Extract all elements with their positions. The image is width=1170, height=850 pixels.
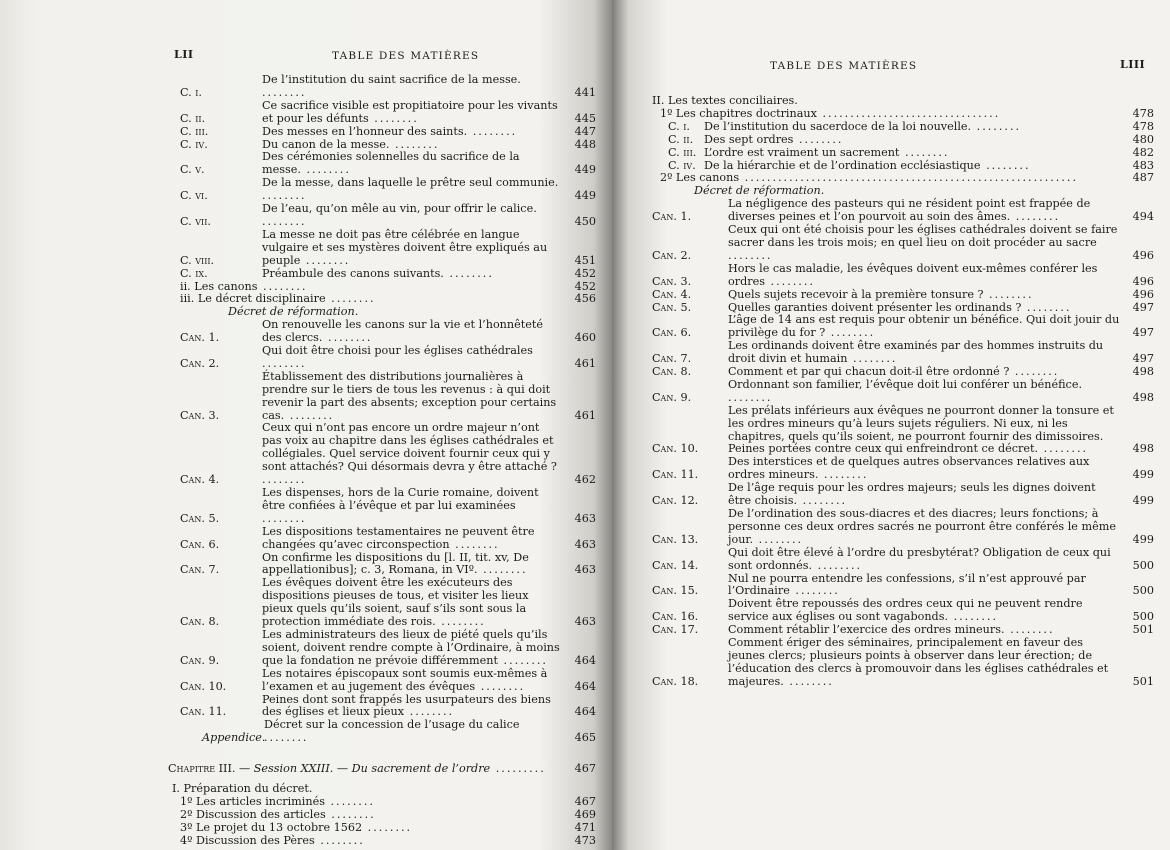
toc-entry: Appendice. Décret sur la concession de l’usage du calice ........ 465 [202, 718, 596, 745]
entry-title: Ce sacrifice visible est propitiatoire pour les vivants et pour les défunts [262, 98, 558, 125]
entry-label: Can. 2. [180, 356, 220, 370]
entry-page: 499 [1132, 532, 1154, 546]
entry-label: C. ii. [668, 132, 694, 146]
toc-entry: Can. 6. Les dispositions testamentaires ne peuvent être changées qu’avec circonspection ........ 463 [180, 524, 596, 551]
toc-entry: Can. 6. L’âge de 14 ans est requis pour obtenir un bénéfice. Qui doit jouir du privilège du for ? ........ 497 [652, 313, 1154, 340]
toc-entry: C. iv. De la hiérarchie et de l’ordination ecclésiastique ........ 483 [668, 158, 1154, 172]
entry-title: Des interstices et de quelques autres observances relatives aux ordres mineurs. [728, 455, 1090, 482]
toc-entry: C. i. De l’institution du sacerdoce de la loi nouvelle. ........ 478 [668, 119, 1154, 133]
entry-page: 497 [1132, 352, 1154, 366]
entry-title: Le projet du 13 octobre 1562 [196, 820, 363, 834]
entry-label: Can. 7. [180, 563, 220, 577]
entry-page: 500 [1132, 610, 1154, 624]
entry-title: De l’institution du sacerdoce de la loi nouvelle. [704, 119, 972, 133]
entry-page: 501 [1132, 674, 1154, 688]
entry-title: Doivent être repoussés des ordres ceux qui ne peuvent rendre service aux églises ou sont vagabonds. [728, 597, 1083, 624]
entry-label: Can. 17. [652, 623, 699, 637]
entry-title: Décret sur la concession de l’usage du calice [264, 718, 520, 732]
entry-title: Ceux qui ont été choisis pour les églises cathédrales doivent se faire sacrer dans les trois mois; en quel lieu on doit procéder au sacre [728, 223, 1118, 249]
entry-label: Can. 2. [652, 248, 692, 262]
entry-label: C. i. [668, 119, 690, 133]
entry-page: 496 [1132, 287, 1154, 301]
entry-title: Discussion des Pères [196, 833, 315, 847]
toc-entry: Can. 3. Établissement des distributions journalières à prendre sur le tiers de tous les revenus : à qui doit revenir la part des absents; exception pour certains cas. ........ 461 [180, 369, 596, 422]
entry-page: 452 [574, 266, 596, 280]
entry-page: 460 [574, 331, 596, 345]
entry-page: 452 [574, 279, 596, 293]
entry-label: Can. 11. [180, 705, 227, 719]
entry-label: Can. 5. [652, 300, 692, 314]
entry-title: Comment rétablir l’exercice des ordres mineurs. [728, 623, 1005, 637]
entry-title: Hors le cas maladie, les évêques doivent eux-mêmes conférer les ordres [728, 261, 1098, 288]
entry-page: 469 [574, 807, 596, 821]
entry-page: 499 [1132, 468, 1154, 482]
entry-title: Quels sujets recevoir à la première tonsure ? [728, 287, 984, 301]
toc-entry: Can. 4. Ceux qui n’ont pas encore un ordre majeur n’ont pas voix au chapitre dans les églises cathédrales et collégiales. Quel service doivent fournir ceux qui y sont attachés? Qui désormais devra y être attaché ? ........ 462 [180, 421, 596, 487]
entry-label: 2º [180, 807, 193, 821]
right-page [612, 0, 1170, 850]
entry-label: C. vi. [180, 189, 208, 203]
entry-label: Can. 5. [180, 511, 220, 525]
entry-page: 501 [1132, 623, 1154, 637]
toc-entry: Can. 12. De l’âge requis pour les ordres majeurs; seuls les dignes doivent être choisis. ........ 499 [652, 481, 1154, 508]
sub-heading: 2º Les canons ............................................................ 487 [660, 171, 1154, 185]
entry-title: Ceux qui n’ont pas encore un ordre majeur n’ont pas voix au chapitre dans les églises cathédrales et collégiales. Quel service doivent fournir ceux qui y sont attachés? Qui désormais devra y être attaché ? [262, 421, 557, 474]
entry-page: 467 [574, 794, 596, 808]
page-number: LIII [1120, 58, 1146, 71]
toc-entry: Can. 4. Quels sujets recevoir à la première tonsure ? ........ 496 [652, 287, 1154, 301]
entry-title: La messe ne doit pas être célébrée en langue vulgaire et ses mystères doivent être expliqués au peuple [262, 227, 548, 267]
entry-page: 462 [574, 473, 596, 487]
entry-title: Les administrateurs des lieux de piété quels qu’ils soient, doivent rendre compte à l’Ordinaire, à moins que la fondation ne prévoie différemment [262, 627, 560, 667]
entry-label: 4º [180, 833, 193, 847]
entry-page: 497 [1132, 300, 1154, 314]
entry-label: C. ix. [180, 266, 208, 280]
toc-entry: Can. 11. Peines dont sont frappés les usurpateurs des biens des églises et lieux pieux ........ 464 [180, 692, 596, 719]
entry-label: Can. 4. [180, 473, 220, 487]
toc-entry: Can. 8. Comment et par qui chacun doit-il être ordonné ? ........ 498 [652, 365, 1154, 379]
entry-label: Can. 1. [652, 210, 692, 224]
entry-title: ii. Les canons [180, 279, 258, 293]
entry-title: Les dispositions testamentaires ne peuvent être changées qu’avec circonspection [262, 524, 535, 551]
entry-label: Can. 12. [652, 494, 699, 508]
entry-page: 483 [1132, 158, 1154, 172]
section-heading: II. Les textes conciliaires. [652, 94, 798, 107]
toc-entry: Can. 2. Ceux qui ont été choisis pour les églises cathédrales doivent se faire sacrer dans les trois mois; en quel lieu on doit procéder au sacre ........ 496 [652, 223, 1154, 262]
entry-page: 449 [574, 189, 596, 203]
toc-list [652, 95, 1154, 689]
entry-page: 494 [1132, 210, 1154, 224]
toc-entry: 2º Discussion des articles ........ 469 [180, 807, 596, 821]
entry-page: 464 [574, 679, 596, 693]
entry-title: Comment ériger des séminaires, principalement en faveur des jeunes clercs; plusieurs points à observer dans leur érection; de l’éducation des clercs à promouvoir dans les églises cathédrales et majeures. [728, 636, 1109, 688]
entry-page: 445 [574, 111, 596, 125]
entry-label: Can. 11. [652, 468, 699, 482]
entry-title: L’ordre est vraiment un sacrement [704, 145, 900, 159]
toc-entry: Can. 9. Ordonnant son familier, l’évêque doit lui conférer un bénéfice. ........ 498 [652, 377, 1154, 404]
chapter-page: 467 [574, 762, 596, 776]
chapter-title: — Session XXIII. — Du sacrement de l’ordre [239, 762, 491, 776]
entry-page: 482 [1132, 145, 1154, 159]
toc-entry: 3º Le projet du 13 octobre 1562 ........ 471 [180, 820, 596, 834]
toc-entry: Can. 17. Comment rétablir l’exercice des ordres mineurs. ........ 501 [652, 623, 1154, 637]
entry-label: 3º [180, 820, 193, 834]
entry-title: Des cérémonies solennelles du sacrifice de la messe. [262, 150, 520, 177]
toc-entry: C. iv. Du canon de la messe. ........ 448 [180, 137, 596, 151]
toc-entry: C. v. Des cérémonies solennelles du sacrifice de la messe. ........ 449 [180, 150, 596, 177]
entry-title: Qui doit être choisi pour les églises cathédrales [262, 344, 533, 358]
entry-title: Établissement des distributions journalières à prendre sur le tiers de tous les revenus : à qui doit revenir la part des absents; exception pour certains cas. [262, 369, 557, 422]
toc-entries [180, 74, 596, 745]
entry-title: Nul ne pourra entendre les confessions, s’il n’est approuvé par l’Ordinaire [728, 571, 1086, 598]
entry-page: 471 [574, 820, 596, 834]
chapter-heading: Chapitre III. — Session XXIII. — Du sacrement de l’ordre ......... 467 [168, 762, 596, 776]
entry-title: iii. Le décret disciplinaire [180, 292, 326, 306]
entry-page: 450 [574, 214, 596, 228]
entry-title: Ordonnant son familier, l’évêque doit lui conférer un bénéfice. [728, 377, 1082, 391]
entry-label: Can. 10. [180, 679, 227, 693]
toc-entry: Can. 15. Nul ne pourra entendre les confessions, s’il n’est approuvé par l’Ordinaire ........ 500 [652, 571, 1154, 598]
entry-page: 478 [1132, 119, 1154, 133]
entry-page: 463 [574, 511, 596, 525]
entry-label: C. iv. [668, 158, 696, 172]
entry-page: 448 [574, 137, 596, 151]
entry-title: Décret de réformation. [228, 305, 359, 319]
entry-page: 447 [574, 124, 596, 138]
entry-label: C. i. [180, 85, 202, 99]
entry-page: 464 [574, 705, 596, 719]
entry-page: 461 [574, 408, 596, 422]
entry-page: 451 [574, 253, 596, 267]
toc-entry: Can. 11. Des interstices et de quelques autres observances relatives aux ordres mineurs. ........ 499 [652, 455, 1154, 482]
toc-entry: Can. 1. La négligence des pasteurs qui ne résident point est frappée de diverses peines et l’on pourvoit au soin des âmes. ........ 494 [652, 197, 1154, 224]
entry-title: De l’ordination des sous-diacres et des diacres; leurs fonctions; à personne ces deux ordres sacrés ne pourront être conférés le même jour. [728, 507, 1116, 546]
entry-label: Can. 9. [652, 390, 692, 404]
entry-title: Des sept ordres [704, 132, 794, 146]
running-header: TABLE DES MATIÈRES [770, 60, 918, 72]
entry-page: 456 [574, 292, 596, 306]
toc-entry: C. vi. De la messe, dans laquelle le prêtre seul communie. ........ 449 [180, 176, 596, 203]
entry-label: C. vii. [180, 214, 211, 228]
toc-entry: Can. 5. Les dispenses, hors de la Curie romaine, doivent être confiées à l’évêque et par lui examinées ........ 463 [180, 486, 596, 525]
entry-title: Des messes en l’honneur des saints. [262, 124, 468, 138]
entry-label: Can. 1. [180, 331, 220, 345]
entry-page: 473 [574, 833, 596, 847]
entry-title: Les ordinands doivent être examinés par des hommes instruits du droit divin et humain [728, 339, 1104, 366]
entry-page: 496 [1132, 248, 1154, 262]
entry-label: C. viii. [180, 253, 215, 267]
entry-label: Can. 8. [180, 615, 220, 629]
decree-title: Décret de réformation. [694, 184, 825, 198]
entry-title: L’âge de 14 ans est requis pour obtenir un bénéfice. Qui doit jouir du privilège du for ? [728, 313, 1120, 340]
toc-entry: C. ix. Préambule des canons suivants. ........ 452 [180, 266, 596, 280]
entry-title: De l’institution du saint sacrifice de la messe. [262, 73, 521, 86]
entry-label: Appendice. [202, 731, 266, 745]
entry-page: 449 [574, 163, 596, 177]
toc-entry: Can. 3. Hors le cas maladie, les évêques doivent eux-mêmes conférer les ordres ........ 496 [652, 261, 1154, 288]
entry-title: Les dispenses, hors de la Curie romaine, doivent être confiées à l’évêque et par lui examinées [262, 486, 539, 512]
toc-entry: Can. 16. Doivent être repoussés des ordres ceux qui ne peuvent rendre service aux églises ou sont vagabonds. ........ 500 [652, 597, 1154, 624]
toc-entry: C. vii. De l’eau, qu’on mêle au vin, pour offrir le calice. ........ 450 [180, 202, 596, 228]
entry-label: Can. 4. [652, 287, 692, 301]
chapter-label: Chapitre III. [168, 762, 236, 776]
toc-entry: 4º Discussion des Pères ........ 473 [180, 833, 596, 847]
toc-entry: Can. 2. Qui doit être choisi pour les églises cathédrales ........ 461 [180, 344, 596, 370]
entry-title: Préambule des canons suivants. [262, 266, 444, 280]
toc-entry: Can. 14. Qui doit être élevé à l’ordre du presbytérat? Obligation de ceux qui sont ordonnés. ........ 500 [652, 545, 1154, 572]
entry-page: 500 [1132, 584, 1154, 598]
entry-title: Du canon de la messe. [262, 137, 390, 151]
entry-page: 499 [1132, 494, 1154, 508]
entry-title: De la messe, dans laquelle le prêtre seul communie. [262, 176, 559, 190]
entry-page: 480 [1132, 132, 1154, 146]
entry-label: Can. 13. [652, 532, 699, 546]
entry-label: C. iii. [668, 145, 697, 159]
entry-title: De l’eau, qu’on mêle au vin, pour offrir le calice. [262, 202, 537, 216]
entry-title: De la hiérarchie et de l’ordination ecclésiastique [704, 158, 981, 172]
entry-label: Can. 10. [652, 442, 699, 456]
toc-entry: Can. 10. Les prélats inférieurs aux évêques ne pourront donner la tonsure et les ordres mineurs qu’à leurs sujets réguliers. Ni eux, ni les chapitres, quels qu’ils soient, ne pourront fournir des dimissoires. Peines portées contre ceux qui enfreindront ce décret. ........ 498 [652, 403, 1154, 456]
toc-entry: C. iii. Des messes en l’honneur des saints. ........ 447 [180, 124, 596, 138]
entry-label: 1º [180, 794, 193, 808]
entry-label: Can. 3. [180, 408, 220, 422]
entry-label: Can. 7. [652, 352, 692, 366]
part-heading: I. Préparation du décret. [172, 782, 313, 796]
entry-title: Les notaires épiscopaux sont soumis eux-mêmes à l’examen et au jugement des évêques [262, 666, 548, 693]
entry-title: Quelles garanties doivent présenter les ordinands ? [728, 300, 1022, 314]
entry-label: Can. 3. [652, 274, 692, 288]
entry-title: On renouvelle les canons sur la vie et l’honnêteté des clercs. [262, 318, 543, 345]
toc-entry: Can. 9. Les administrateurs des lieux de piété quels qu’ils soient, doivent rendre compte à l’Ordinaire, à moins que la fondation ne prévoie différemment ........ 464 [180, 627, 596, 667]
entry-page: 441 [574, 85, 596, 99]
entry-page: 464 [574, 653, 596, 667]
canon-entries [652, 198, 1154, 688]
entry-page: 461 [574, 356, 596, 370]
entry-title: Les évêques doivent être les exécuteurs des dispositions pieuses de tous, et visiter les lieux pieux quels qu’ils soient, sauf s’ils sont sous la protection immédiate des rois. [262, 576, 529, 629]
toc-entry: Can. 10. Les notaires épiscopaux sont soumis eux-mêmes à l’examen et au jugement des évêques ........ 464 [180, 666, 596, 693]
running-header: TABLE DES MATIÈRES [332, 50, 480, 62]
entry-label: C. ii. [180, 111, 206, 125]
entry-label: Can. 6. [652, 326, 692, 340]
toc-entry: C. viii. La messe ne doit pas être célébrée en langue vulgaire et ses mystères doivent être expliqués au peuple ........ 451 [180, 227, 596, 267]
toc-entry: iii. Le décret disciplinaire ........ 456 [180, 292, 596, 306]
entry-page: 463 [574, 563, 596, 577]
entry-label: Can. 8. [652, 365, 692, 379]
entry-label: Can. 14. [652, 558, 699, 572]
toc-list [168, 73, 596, 848]
entry-title: Qui doit être élevé à l’ordre du presbytérat? Obligation de ceux qui sont ordonnés. [728, 545, 1111, 572]
toc-entry: ii. Les canons ........ 452 [180, 279, 596, 293]
entry-page: 498 [1132, 442, 1154, 456]
sub-heading: 1º Les chapitres doctrinaux ................................ 478 [660, 106, 1154, 120]
chapter-entries [652, 121, 1154, 173]
toc-entry: Can. 7. On confirme les dispositions du [l. II, tit. xv, De appellationibus]; c. 3, Romana, in VIº. ........ 463 [180, 550, 596, 577]
entry-title: Peines dont sont frappés les usurpateurs des biens des églises et lieux pieux [262, 692, 551, 719]
entry-label: Can. 6. [180, 537, 220, 551]
entry-page: 497 [1132, 326, 1154, 340]
toc-entry: C. i. De l’institution du saint sacrifice de la messe. ........ 441 [180, 73, 596, 99]
entry-page: 498 [1132, 390, 1154, 404]
entry-title: Les prélats inférieurs aux évêques ne pourront donner la tonsure et les ordres mineurs qu’à leurs sujets réguliers. Ni eux, ni les chapitres, quels qu’ils soient, ne pourront fournir des dimissoires. Peines portées contre ceux qui enfreindront ce décret. [728, 403, 1114, 456]
entry-label: Can. 16. [652, 610, 699, 624]
entry-title: On confirme les dispositions du [l. II, tit. xv, De appellationibus]; c. 3, Romana, in VIº. [262, 550, 529, 577]
toc-entry: Can. 18. Comment ériger des séminaires, principalement en faveur des jeunes clercs; plusieurs points à observer dans leur érection; de l’éducation des clercs à promouvoir dans les églises cathédrales et majeures. ........ 501 [652, 636, 1154, 688]
toc-entry: Can. 5. Quelles garanties doivent présenter les ordinands ? ........ 497 [652, 300, 1154, 314]
toc-entry: C. ii. Des sept ordres ........ 480 [668, 132, 1154, 146]
entry-page: 463 [574, 537, 596, 551]
entry-label: C. iv. [180, 137, 208, 151]
toc-entry: Can. 7. Les ordinands doivent être examinés par des hommes instruits du droit divin et humain ........ 497 [652, 339, 1154, 366]
toc-entry: C. ii. Ce sacrifice visible est propitiatoire pour les vivants et pour les défunts ........ 445 [180, 98, 596, 125]
entry-label: C. v. [180, 163, 205, 177]
entry-label: Can. 9. [180, 653, 220, 667]
entry-title: Comment et par qui chacun doit-il être ordonné ? [728, 365, 1010, 379]
entry-page: 496 [1132, 274, 1154, 288]
entry-label: Can. 18. [652, 674, 699, 688]
entry-label: C. iii. [180, 124, 209, 138]
entry-title: La négligence des pasteurs qui ne résident point est frappée de diverses peines et l’on pourvoit au soin des âmes. [728, 197, 1091, 224]
toc-entry: 1º Les articles incriminés ........ 467 [180, 794, 596, 808]
entry-title: De l’âge requis pour les ordres majeurs; seuls les dignes doivent être choisis. [728, 481, 1096, 508]
toc-entry: Can. 13. De l’ordination des sous-diacres et des diacres; leurs fonctions; à personne ces deux ordres sacrés ne pourront être conférés le même jour. ........ 499 [652, 507, 1154, 546]
entry-label: Can. 15. [652, 584, 699, 598]
toc-entry: Can. 8. Les évêques doivent être les exécuteurs des dispositions pieuses de tous, et visiter les lieux pieux quels qu’ils soient, sauf s’ils sont sous la protection immédiate des rois. ........ 463 [180, 576, 596, 629]
toc-entry: Can. 1. On renouvelle les canons sur la vie et l’honnêteté des clercs. ........ 460 [180, 318, 596, 345]
entry-page: 463 [574, 615, 596, 629]
entry-title: Les articles incriminés [196, 794, 325, 808]
entry-page: 500 [1132, 558, 1154, 572]
toc-entry: C. iii. L’ordre est vraiment un sacrement ........ 482 [668, 145, 1154, 159]
entry-page: 498 [1132, 365, 1154, 379]
page-number: LII [174, 48, 194, 61]
part-entries [180, 796, 596, 848]
entry-title: Discussion des articles [196, 807, 326, 821]
entry-page: 465 [574, 731, 596, 745]
